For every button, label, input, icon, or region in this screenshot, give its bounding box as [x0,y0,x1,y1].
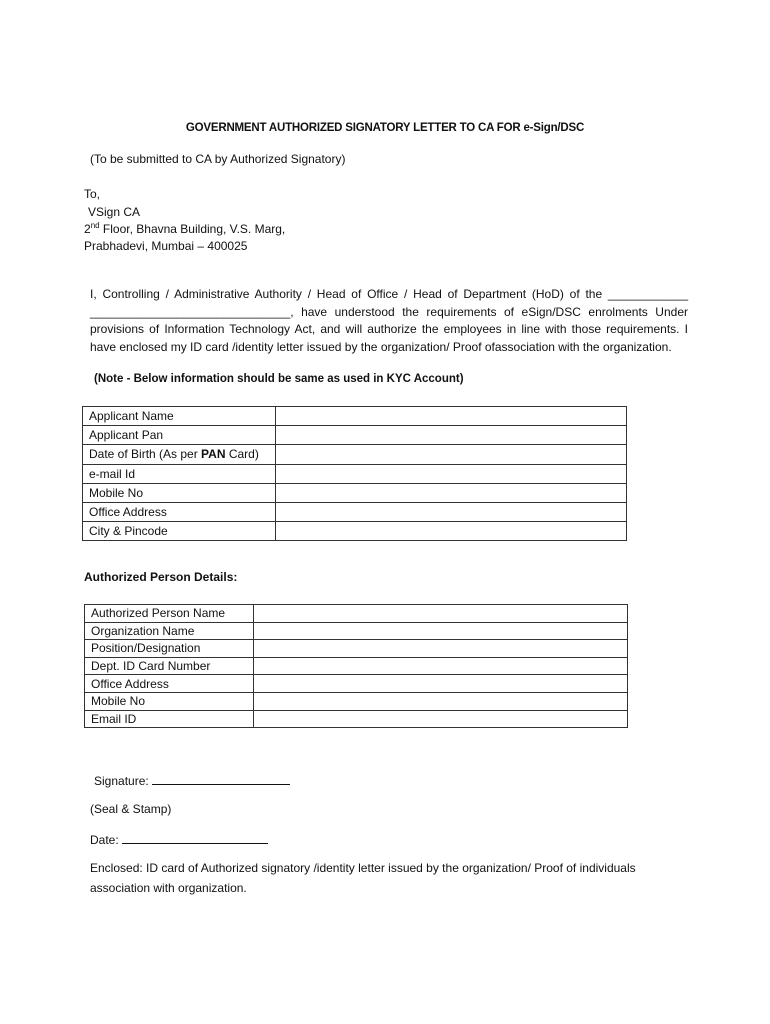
dept-id-value[interactable] [254,657,628,675]
applicant-pan-value[interactable] [276,426,627,445]
signature-line [94,772,290,788]
org-name-value[interactable] [254,622,628,640]
authorized-person-table [84,604,628,728]
dob-value[interactable] [276,445,627,464]
signature-blank[interactable] [152,772,290,785]
auth-office-address-label: Office Address [85,675,254,693]
table-row [83,483,627,502]
email-label: e-mail Id [83,464,276,483]
signature-label: Signature: [94,774,149,788]
auth-email-value[interactable] [254,710,628,728]
dob-label-bold: PAN [201,447,226,462]
applicant-details-table [82,406,627,541]
mobile-value[interactable] [276,483,627,502]
dob-label-pre: Date of Birth (As per [89,447,202,462]
position-value[interactable] [254,640,628,658]
table-row [83,522,627,541]
office-address-label: Office Address [83,502,276,521]
table-row [85,657,628,675]
address-floor-rest: Floor, Bhavna Building, V.S. Marg, [99,222,286,236]
table-row [83,502,627,521]
declaration-paragraph: I, Controlling / Administrative Authority / Head of Office / Head of Department (HoD) of the ____________ ______________________________, have understood the requirements of eSign/DSC enrolments Under provisions of Information Technology Act, and will authorize the employees in line with those requirements. I have enclosed my ID card /identity letter issued by the organization/ Proof ofassociation with the organization. [90,287,688,354]
auth-mobile-value[interactable] [254,692,628,710]
date-blank[interactable] [122,831,268,844]
auth-mobile-label: Mobile No [85,692,254,710]
seal-stamp-label: (Seal & Stamp) [90,802,172,816]
table-row [83,464,627,483]
org-name-label: Organization Name [85,622,254,640]
date-label: Date: [90,833,119,847]
mobile-label: Mobile No [83,483,276,502]
dob-label [83,445,276,464]
table-row [85,675,628,693]
applicant-name-value[interactable] [276,407,627,426]
address-to: To, [84,187,101,201]
dept-id-label: Dept. ID Card Number [85,657,254,675]
position-label: Position/Designation [85,640,254,658]
email-value[interactable] [276,464,627,483]
table-row [85,640,628,658]
document-subtitle: (To be submitted to CA by Authorized Signatory) [90,152,346,166]
auth-name-label: Authorized Person Name [85,605,254,623]
enclosed-note: Enclosed: ID card of Authorized signatory /identity letter issued by the organization/ Proof of individuals association with organization. [90,861,636,895]
table-row [85,710,628,728]
address-name: VSign CA [88,205,141,219]
auth-email-label: Email ID [85,710,254,728]
table-row [85,605,628,623]
table-row [83,426,627,445]
auth-office-address-value[interactable] [254,675,628,693]
table-row [83,445,627,464]
document-title: GOVERNMENT AUTHORIZED SIGNATORY LETTER TO CA FOR e-Sign/DSC [185,122,585,134]
auth-name-value[interactable] [254,605,628,623]
address-city: Prabhadevi, Mumbai – 400025 [84,239,248,253]
authorized-person-heading: Authorized Person Details: [84,570,238,584]
table-row [83,407,627,426]
applicant-name-label: Applicant Name [83,407,276,426]
kyc-note: (Note - Below information should be same as used in KYC Account) [94,373,464,385]
address-floor-suffix: nd [90,221,100,230]
dob-label-post: Card) [225,447,259,462]
city-pincode-label: City & Pincode [83,522,276,541]
office-address-value[interactable] [276,502,627,521]
date-line [90,831,268,847]
city-pincode-value[interactable] [276,522,627,541]
address-floor-number: 2 [84,222,91,236]
table-row [85,622,628,640]
applicant-pan-label: Applicant Pan [83,426,276,445]
table-row [85,692,628,710]
address-floor [84,221,285,238]
